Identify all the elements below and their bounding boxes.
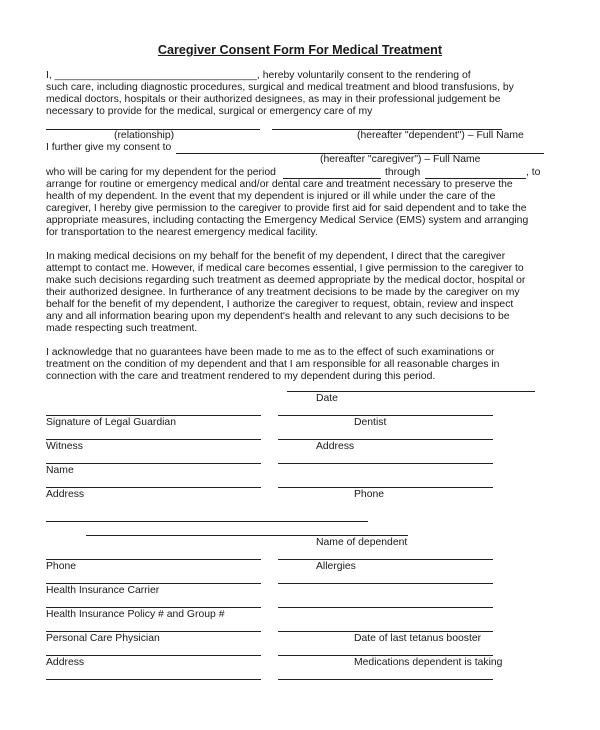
decisions-line-1: In making medical decisions on my behalf for the benefit of my dependent, I direct that the caregiver [46, 251, 506, 262]
dependent-line-1[interactable] [46, 521, 368, 522]
carrier-line[interactable] [46, 583, 261, 584]
carrier-label: Health Insurance Carrier [46, 585, 160, 596]
ack-line-3: connection with the care and treatment rendered to my dependent during this period. [46, 371, 436, 382]
address-bottom-line[interactable] [46, 655, 261, 656]
address-right-label: Address [316, 441, 355, 452]
dependent-label: (hereafter "dependent") – Full Name [357, 130, 524, 141]
decisions-line-7: made respecting such treatment. [46, 323, 198, 334]
ack-line-2: treatment on the condition of my dependent and that I am responsible for all reasonable charges in [46, 359, 500, 370]
date-line[interactable] [287, 391, 535, 392]
witness-label: Witness [46, 441, 83, 452]
address-bottom-label: Address [46, 657, 85, 668]
caregiver-label: (hereafter "caregiver") – Full Name [320, 154, 481, 165]
through-text: through [385, 167, 421, 178]
ack-line-1: I acknowledge that no guarantees have been made to me as to the effect of such examinations or [46, 347, 495, 358]
allergies-line[interactable] [278, 559, 493, 560]
arrange-line-5: for transportation to the nearest emergency medical facility. [46, 227, 318, 238]
date-label: Date [316, 393, 338, 404]
consent-line-2: such care, including diagnostic procedures, surgical and medical treatment and blood transfusions, by [46, 82, 514, 93]
name-label: Name [46, 465, 74, 476]
period-text: who will be caring for my dependent for the period [46, 167, 276, 178]
tetanus-label: Date of last tetanus booster [354, 633, 482, 644]
arrange-line-2: health of my dependent. In the event that my dependent is injured or ill while under the care of the [46, 191, 496, 202]
address-right-line[interactable] [278, 439, 493, 440]
name-of-dependent-label: Name of dependent [316, 537, 408, 548]
arrange-line-1: arrange for routine or emergency medical and/or dental care and treatment necessary to preserve the [46, 179, 513, 190]
address-left-label: Address [46, 489, 85, 500]
allergies-label: Allergies [316, 561, 356, 572]
physician-line[interactable] [46, 631, 261, 632]
tetanus-line[interactable] [278, 631, 493, 632]
phone-left-line[interactable] [46, 559, 261, 560]
witness-line[interactable] [46, 439, 261, 440]
signature-line[interactable] [46, 415, 261, 416]
decisions-line-4: their authorized designee. In furtherance of any treatment decisions to be made by the caregiver on my [46, 287, 520, 298]
policy-line[interactable] [46, 607, 261, 608]
name-right-line[interactable] [278, 463, 493, 464]
phone-left-label: Phone [46, 561, 77, 572]
relationship-label: (relationship) [114, 130, 175, 141]
consent-line-4: necessary to provide for the medical, surgical or emergency care of my [46, 106, 373, 117]
medications-line[interactable] [278, 655, 493, 656]
dentist-label: Dentist [354, 417, 387, 428]
arrange-line-3: caregiver, I hereby give permission to the caregiver to provide first aid for said dependent and to take the [46, 203, 527, 214]
address-left-line[interactable] [46, 487, 261, 488]
decisions-line-5: behalf for the benefit of my dependent, I authorize the caregiver to request, obtain, review and inspect [46, 299, 514, 310]
phone-right-label: Phone [354, 489, 385, 500]
further-consent-text: I further give my consent to [46, 142, 172, 153]
signature-label: Signature of Legal Guardian [46, 417, 176, 428]
policy-label: Health Insurance Policy # and Group # [46, 609, 225, 620]
arrange-line-4: appropriate measures, including contacting the Emergency Medical Service (EMS) system and arranging [46, 215, 529, 226]
carrier-right-line[interactable] [278, 583, 493, 584]
dependent-line-2[interactable] [86, 535, 408, 536]
decisions-line-6: any and all information bearing upon my dependent's health and relevant to any such decisions to be [46, 311, 510, 322]
consent-line-1: I, ___________________________________, hereby voluntarily consent to the rendering of [46, 70, 471, 81]
decisions-line-2: attempt to contact me. However, if medical care becomes essential, I give permission to the caregiver to [46, 263, 524, 274]
final-right-line[interactable] [278, 679, 493, 680]
name-line[interactable] [46, 463, 261, 464]
physician-label: Personal Care Physician [46, 633, 160, 644]
phone-right-line[interactable] [278, 487, 493, 488]
policy-right-line[interactable] [278, 607, 493, 608]
consent-line-3: medical doctors, hospitals or their authorized designees, as may in their professional judgement be [46, 94, 501, 105]
to-text: , to [526, 167, 541, 178]
page-title: Caregiver Consent Form For Medical Treatment [157, 43, 443, 57]
dentist-line[interactable] [278, 415, 493, 416]
final-left-line[interactable] [46, 679, 261, 680]
medications-label: Medications dependent is taking [354, 657, 503, 668]
decisions-line-3: make such decisions regarding such treatment as deemed appropriate by the medical doctor, hospital or [46, 275, 526, 286]
